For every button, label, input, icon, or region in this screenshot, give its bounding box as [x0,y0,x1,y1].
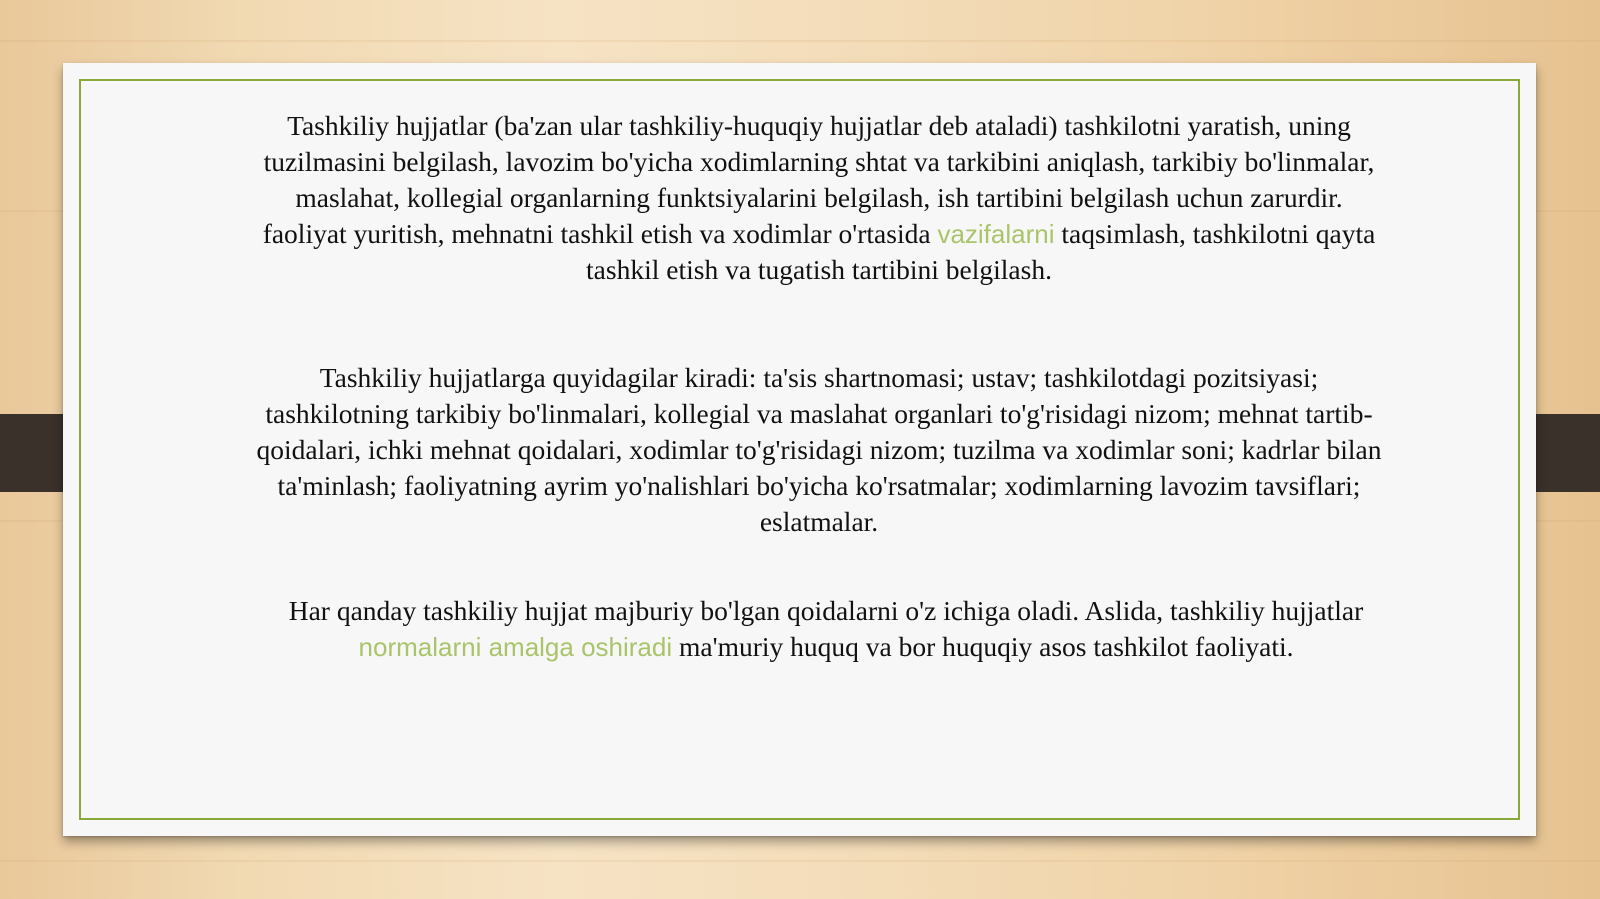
paragraph-3-text: Har qanday tashkiliy hujjat majburiy bo'lgan qoidalarni o'z ichiga oladi. Aslida, tashkiliy hujjatlar [288,595,1364,626]
paragraph-3-text-end: ma'muriy huquq va bor huquqiy asos tashkilot faoliyati. [672,631,1294,662]
slide-frame [79,79,1520,820]
highlighted-term-vazifalarni: vazifalarni [937,219,1055,249]
highlighted-term-normalarni: normalarni amalga oshiradi [358,632,673,662]
wood-grain [0,860,1600,862]
wood-grain [0,40,1600,42]
paragraph-1-text: Tashkiliy hujjatlar (ba'zan ular tashkiliy-huquqiy hujjatlar deb ataladi) tashkilotni yaratish, uning tuzilmasini belgilash, lavozim bo'yicha xodimlarning shtat va tarkibini aniqlash, tarkibiy bo'linmalar, maslahat, kollegial organlarning funktsiyalarini belgilash, ish tartibini belgilash uchun zarurdir. faoliyat yuritish, mehnatni tashkil etish va xodimlar o'rtasida [262,110,1375,249]
paragraph-document-list: Tashkiliy hujjatlarga quyidagilar kiradi: ta'sis shartnomasi; ustav; tashkilotdagi pozitsiyasi; tashkilotning tarkibiy bo'linmalari, kollegial va maslahat organlari to'g'risidagi nizom; mehnat tartib-qoidalari, ichki mehnat qoidalari, xodimlar to'g'risidagi nizom; tuzilma va xodimlar soni; kadrlar bilan ta'minlash; faoliyatning ayrim yo'nalishlari bo'yicha ko'rsatmalar; xodimlarning lavozim tavsiflari; eslatmalar. [256,362,1382,537]
paragraph-1-text-end: taqsimlash, tashkilotni qayta tashkil etish va tugatish tartibini belgilash. [586,218,1376,285]
slide-card [63,63,1536,836]
paragraph-mandatory-rules [271,593,1381,665]
paragraph-organizational-documents [254,108,1384,288]
